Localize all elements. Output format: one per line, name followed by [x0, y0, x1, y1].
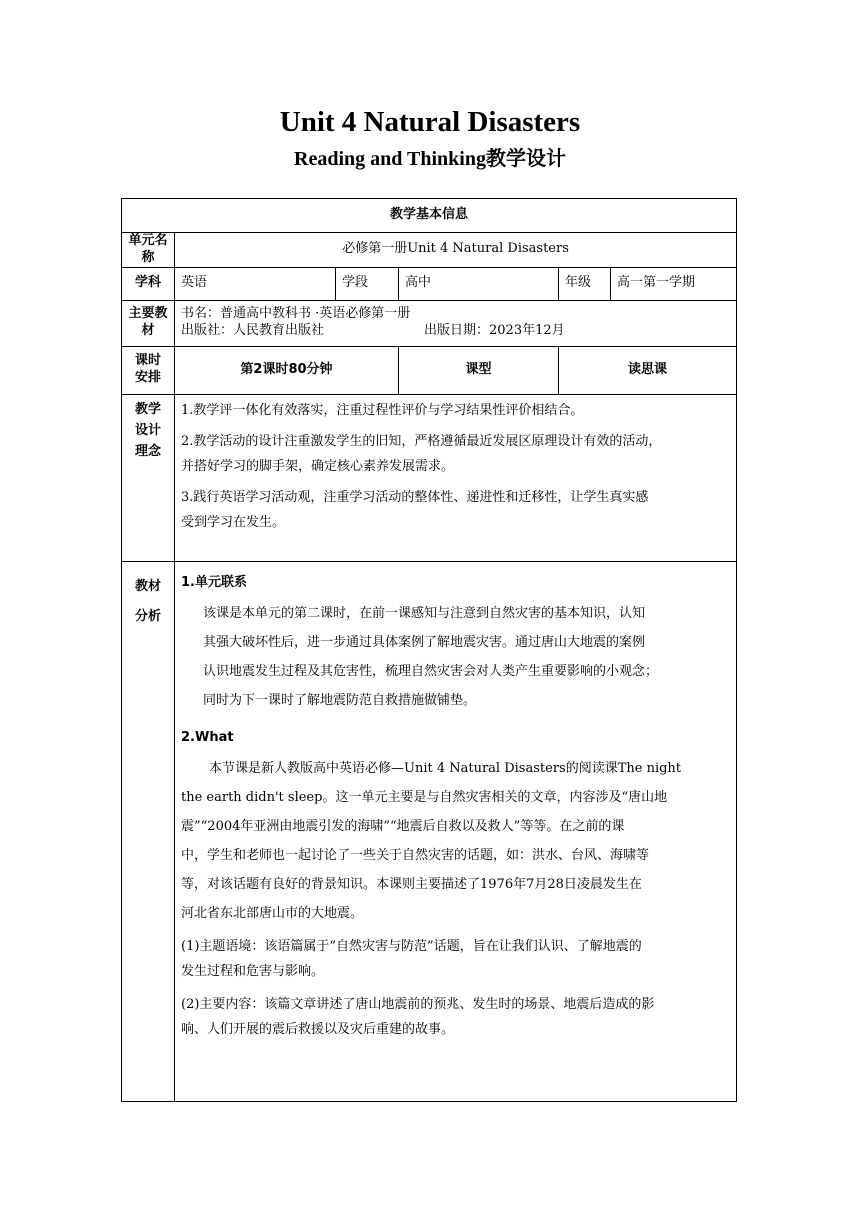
section1-text: 该课是本单元的第二课时，在前一课感知与注意到自然灾害的基本知识，认知 其强大破坏性后，进一步通过具体案例了解地震灾害。通过唐山大地震的案例 认识地震发生过程及其危害性，梳理自然灾害会对人类产生重要影响的小观念； 同时为下一课时了解地震防范自救措施做铺垫。	[203, 605, 659, 708]
document-subtitle: Reading and Thinking教学设计	[294, 148, 566, 170]
document-title: Unit 4 Natural Disasters	[279, 106, 581, 138]
teaching-info-table	[121, 198, 737, 1102]
section2-text: 本节课是新人教版高中英语必修—Unit 4 Natural Disasters的阅读课The night the earth didn't sleep。这一单元主要是与自然灾害相关的文章，内容涉及“唐山地 震”“2004年亚洲由地震引发的海啸”“地震后自救以及救人”等等。在之前的课 中，学生和老师也一起讨论了一些关于自然灾害的话题，如：洪水、台风、海啸等 等，对该话题有良好的背景知识。本课则主要描述了1976年7月28日凌晨发生在 河北省东北部唐山市的大地震。	[181, 760, 682, 921]
schedule-value: 第2课时80分钟	[175, 346, 399, 394]
unit-label: 单元名称	[122, 233, 175, 268]
stage-value: 高中	[399, 267, 559, 300]
design-item: 3.践行英语学习活动观，注重学习活动的整体性、递进性和迁移性，让学生真实感	[181, 489, 649, 505]
stage-label: 学段	[336, 267, 399, 300]
publisher: 出版社：人民教育出版社	[181, 323, 325, 339]
type-label: 课型	[399, 346, 559, 394]
schedule-label: 课时 安排	[122, 346, 175, 394]
design-item: 并搭好学习的脚手架，确定核心素养发展需求。	[181, 458, 455, 474]
design-philosophy-label: 教学 设计 理念	[122, 394, 175, 561]
analysis-label: 教材 分析	[122, 561, 175, 1101]
book-name: 书名：普通高中教科书 ·英语必修第一册	[181, 306, 411, 322]
grade-label: 年级	[559, 267, 611, 300]
subject-label: 学科	[122, 267, 175, 300]
design-philosophy-content	[175, 394, 737, 561]
grade-value: 高一第一学期	[611, 267, 737, 300]
unit-value: 必修第一册Unit 4 Natural Disasters	[175, 233, 737, 268]
table-header: 教学基本信息	[122, 199, 737, 233]
design-item: 2.教学活动的设计注重激发学生的旧知，严格遵循最近发展区原理设计有效的活动，	[181, 433, 662, 449]
publisher-line	[181, 323, 730, 340]
theme-context: (1)主题语境：该语篇属于“自然灾害与防范”话题，旨在让我们认识、了解地震的 发生过程和危害与影响。	[181, 938, 642, 979]
section-title: 2.What	[181, 729, 234, 745]
type-value: 读思课	[559, 346, 737, 394]
analysis-content	[175, 561, 737, 1101]
design-item: 受到学习在发生。	[181, 514, 286, 530]
textbook-info	[175, 300, 737, 346]
main-content: (2)主要内容：该篇文章讲述了唐山地震前的预兆、发生时的场景、地震后造成的影 响、人们开展的震后救援以及灾后重建的故事。	[181, 996, 655, 1037]
textbook-label: 主要教材	[122, 300, 175, 346]
subject-value: 英语	[175, 267, 336, 300]
design-item: 1.教学评一体化有效落实，注重过程性评价与学习结果性评价相结合。	[181, 402, 584, 418]
section-title: 1.单元联系	[181, 574, 247, 590]
publish-date: 出版日期：2023年12月	[424, 323, 565, 339]
